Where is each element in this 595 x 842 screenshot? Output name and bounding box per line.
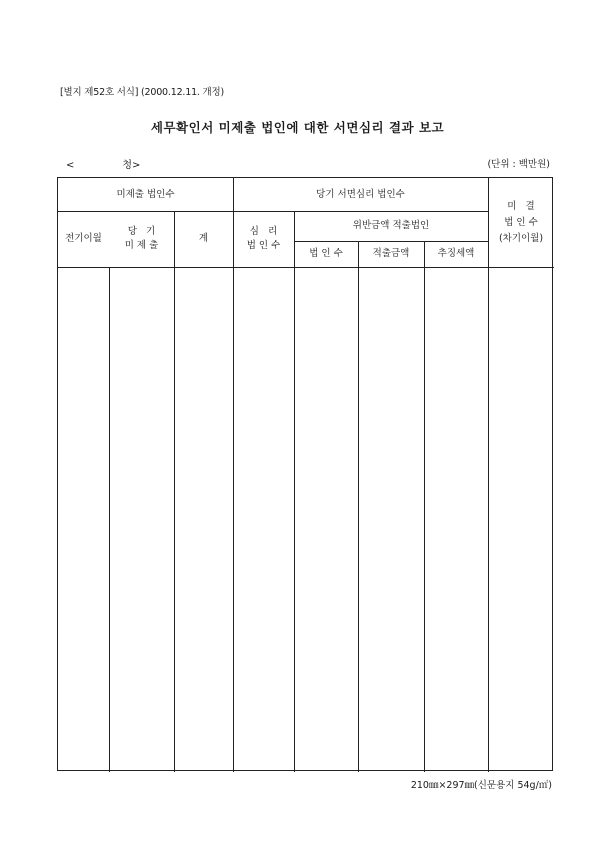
group-unsubmitted-header bbox=[58, 178, 233, 211]
col-current-unsubmitted-header bbox=[109, 211, 174, 267]
col-pending-line3: (차기이월) bbox=[498, 232, 544, 244]
group-unsubmitted-label: 미제출 법인수 bbox=[116, 188, 175, 200]
col-total-label: 계 bbox=[198, 233, 209, 244]
col-additional-tax-label: 추징세액 bbox=[437, 248, 475, 259]
office-field bbox=[66, 156, 140, 171]
col-pending-line1: 미 결 bbox=[507, 200, 535, 212]
col-found-amount-label: 적출금액 bbox=[372, 248, 410, 259]
col-reviewed-line2: 법 인 수 bbox=[246, 240, 281, 251]
col-pending-line2: 법 인 수 bbox=[504, 216, 538, 228]
col-prior-carryover-header bbox=[58, 211, 109, 267]
unit-label: (단위 : 백만원) bbox=[487, 159, 550, 170]
document-title: 세무확인서 미제출 법인에 대한 서면심리 결과 보고 bbox=[150, 120, 445, 135]
col-current-unsubmitted-line1: 당 기 bbox=[127, 226, 156, 237]
col-prior-carryover-label: 전기이월 bbox=[65, 233, 102, 244]
col-reviewed-header bbox=[233, 211, 294, 267]
group-review-header bbox=[233, 178, 488, 211]
paper-size-note: 210㎜×297㎜(신문용지 54g/㎡) bbox=[410, 780, 552, 791]
col-found-amount-header bbox=[358, 241, 424, 267]
subgroup-violation-header bbox=[294, 211, 488, 241]
col-current-unsubmitted-line2: 미 제 출 bbox=[124, 240, 159, 251]
group-review-label: 당기 서면심리 법인수 bbox=[316, 188, 405, 200]
col-corp-count-label: 법 인 수 bbox=[309, 248, 343, 259]
col-total-header bbox=[174, 211, 233, 267]
subgroup-violation-label: 위반금액 적출법인 bbox=[352, 220, 430, 231]
col-corp-count-header bbox=[294, 241, 358, 267]
office-open-bracket: < bbox=[66, 160, 75, 171]
report-table bbox=[57, 177, 553, 771]
col-pending-header bbox=[488, 178, 554, 267]
office-suffix: 청> bbox=[122, 160, 141, 171]
form-number: [별지 제52호 서식] (2000.12.11. 개정) bbox=[60, 87, 225, 98]
col-reviewed-line1: 심 리 bbox=[249, 226, 278, 237]
col-additional-tax-header bbox=[424, 241, 488, 267]
table-body[interactable] bbox=[58, 268, 554, 772]
